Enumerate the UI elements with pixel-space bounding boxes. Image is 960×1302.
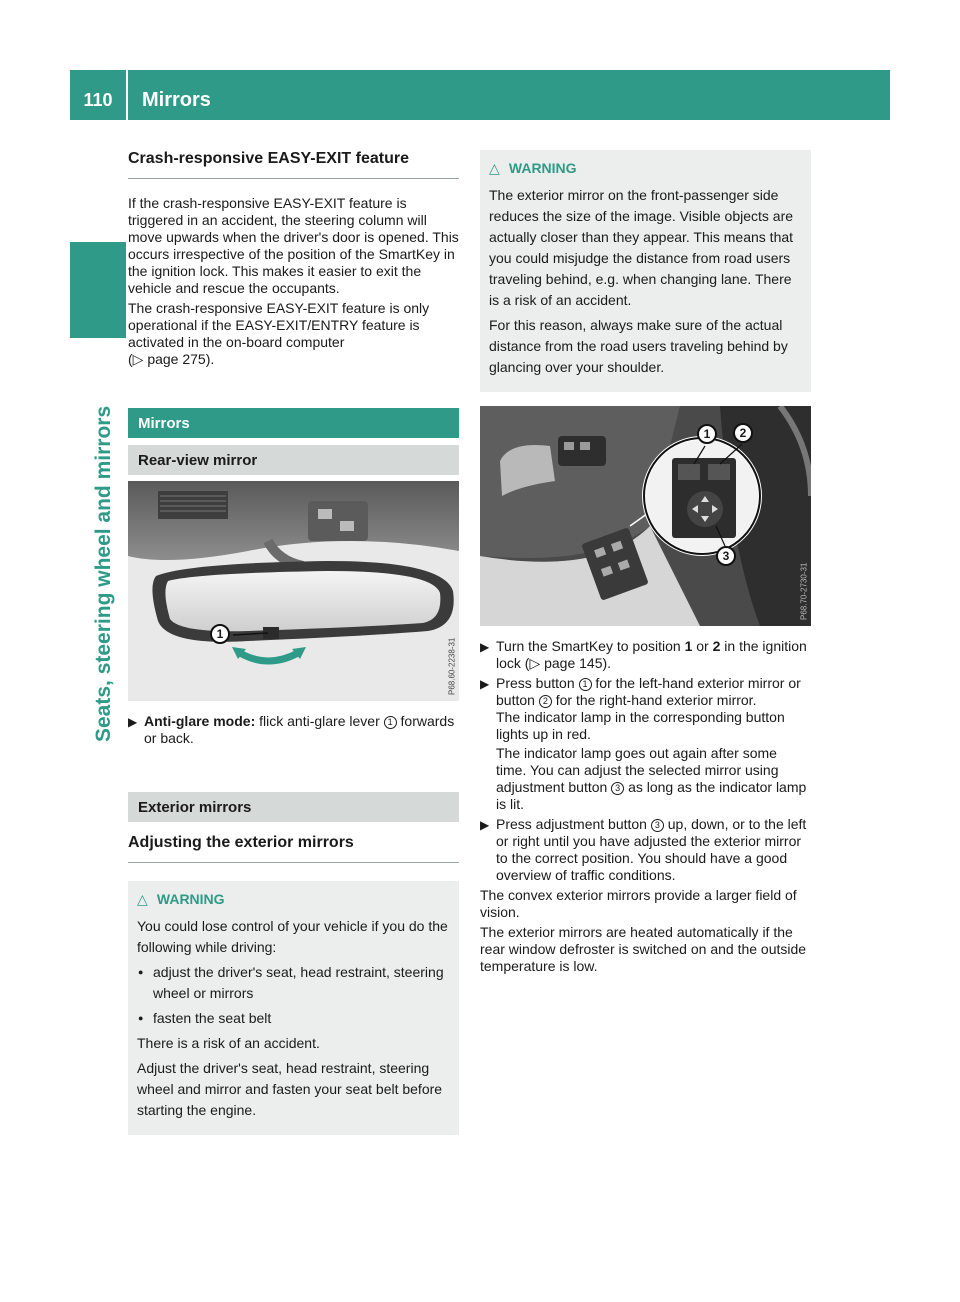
step-arrow-icon: ▶ xyxy=(480,818,490,832)
section-title-easy-exit: Crash-responsive EASY-EXIT feature xyxy=(128,150,459,179)
ref-circle-3: 3 xyxy=(611,782,624,795)
step-press-mirror-button: ▶ Press button 1 for the left-hand exterior mirror or button 2 for the right-hand exterior mirror. The indicator lamp in the corresponding button lights up in red. The indicator lamp goes out again after some time. You can adjust the selected mirror using adjustment button 3 as long as the indicator lamp is lit. xyxy=(480,675,811,813)
chapter-marker xyxy=(70,242,126,338)
step-press-adjustment-button: ▶ Press adjustment button 3 up, down, or to the left or right until you have adjusted the exterior mirror to the correct position. You should have a good overview of traffic conditions. xyxy=(480,816,807,883)
callout-right-mirror-button: 2 xyxy=(733,423,753,443)
callout-adjustment-button: 3 xyxy=(716,546,736,566)
mirror-switch-photo xyxy=(480,406,811,626)
warning-heading: △ WARNING xyxy=(489,160,577,176)
step-arrow-icon: ▶ xyxy=(480,677,490,691)
step-arrow-icon: ▶ xyxy=(128,715,138,729)
left-column xyxy=(128,150,459,1135)
page-reference-link[interactable]: (▷ page 275). xyxy=(128,351,215,367)
easy-exit-paragraph-2: The crash-responsive EASY-EXIT feature is only operational if the EASY-EXIT/ENTRY feature is activated in the on-board computer (▷ page 275). xyxy=(128,300,430,367)
convex-mirror-paragraph: The convex exterior mirrors provide a larger field of vision. xyxy=(480,887,797,920)
step-note: The indicator lamp in the corresponding button lights up in red. xyxy=(496,709,785,742)
step-turn-smartkey: ▶ Turn the SmartKey to position 1 or 2 in the ignition lock (▷ page 145). xyxy=(480,638,807,671)
right-column xyxy=(480,150,811,978)
step-note: The indicator lamp goes out again after some time. You can adjust the selected mirror using adjustment button 3 as long as the indicator lamp is lit. xyxy=(496,745,807,812)
photo-code: P68.70-2730-31 xyxy=(799,562,808,620)
door-mirror-switch-illustration xyxy=(480,406,811,626)
warning-triangle-icon: △ xyxy=(137,891,148,907)
ref-circle-1: 1 xyxy=(579,678,592,691)
warning-text: For this reason, always make sure of the actual distance from the road users traveling behind by glancing over your shoulder. xyxy=(489,317,788,375)
warning-box-convex-mirror xyxy=(480,150,811,392)
header-divider xyxy=(126,70,128,120)
section-bar-mirrors: Mirrors xyxy=(128,408,459,438)
warning-box-driving xyxy=(128,881,459,1135)
ref-circle-2: 2 xyxy=(539,695,552,708)
page-number: 110 xyxy=(83,90,113,110)
heated-mirror-paragraph: The exterior mirrors are heated automatically if the rear window defroster is switched on and the outside temperature is low. xyxy=(480,924,807,974)
section-bar-rear-view-mirror: Rear-view mirror xyxy=(128,445,459,475)
easy-exit-paragraph-1: If the crash-responsive EASY-EXIT feature is triggered in an accident, the steering column will move upwards when the driver's door is opened. This occurs irrespective of the position of the SmartKey in the ignition lock. This makes it easier to exit the vehicle and rescue the occupants. xyxy=(128,195,459,296)
warning-text: You could lose control of your vehicle if you do the following while driving: xyxy=(137,918,448,955)
page-header xyxy=(70,70,890,120)
subsection-title-adjusting: Adjusting the exterior mirrors xyxy=(128,834,459,863)
warning-bullet: ● adjust the driver's seat, head restraint, steering wheel or mirrors xyxy=(137,962,450,1004)
step-arrow-icon: ▶ xyxy=(480,640,490,654)
callout-left-mirror-button: 1 xyxy=(697,424,717,444)
ref-circle-1: 1 xyxy=(384,716,397,729)
callout-anti-glare-lever: 1 xyxy=(210,624,230,644)
section-bar-exterior-mirrors: Exterior mirrors xyxy=(128,792,459,822)
warning-triangle-icon: △ xyxy=(489,160,500,176)
rear-view-mirror-photo xyxy=(128,481,459,701)
warning-text: The exterior mirror on the front-passenger side reduces the size of the image. Visible objects are actually closer than they appear. This means that you could misjudge the distance from road users traveling behind, e.g. when changing lane. There is a risk of an accident. xyxy=(489,187,794,308)
warning-bullet: ● fasten the seat belt xyxy=(137,1008,450,1029)
page-title: Mirrors xyxy=(142,89,211,111)
warning-text: Adjust the driver's seat, head restraint, steering wheel and mirror and fasten your seat belt before starting the engine. xyxy=(137,1060,443,1118)
rear-view-mirror-illustration xyxy=(128,481,459,701)
ref-circle-3: 3 xyxy=(651,819,664,832)
step-anti-glare-mode: ▶ Anti-glare mode: flick anti-glare lever 1 forwards or back. xyxy=(128,713,455,746)
chapter-label: Seats, steering wheel and mirrors xyxy=(92,405,115,742)
warning-heading: △ WARNING xyxy=(137,891,225,907)
photo-code: P68.60-2238-31 xyxy=(447,637,456,695)
warning-text: There is a risk of an accident. xyxy=(137,1035,320,1051)
